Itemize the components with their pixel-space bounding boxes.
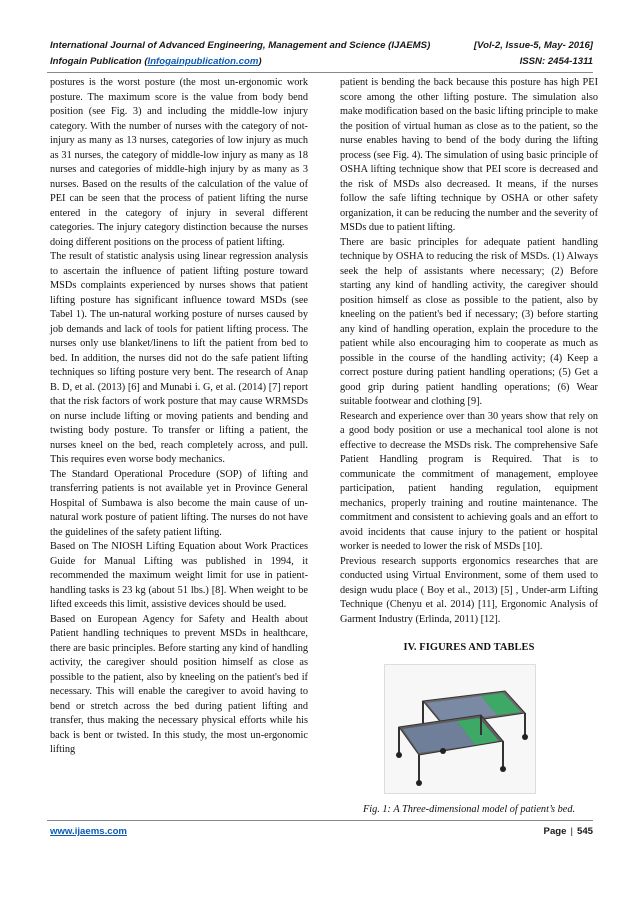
left-paragraph: Based on European Agency for Safety and Health about Patient handling techniques to prevent MSDs in healthcare, there are basic principles. Before starting any kind of handling activity, the caregiver should position himself as close as possible to the patient, also by kneeling on the patient's bed if necessary. This will enable the caregiver to avoid having to bend or stretch across the bed during patient lifting and transfer, thus making the necessary physical efforts while his back is bent or twisted. In this study, the most un-ergonomic lifting	[50, 613, 308, 755]
issn: ISSN: 2454-1311	[519, 56, 593, 67]
journal-title: International Journal of Advanced Engineering, Management and Science (IJAEMS)	[50, 40, 431, 51]
publisher-prefix: Infogain Publication (	[50, 56, 148, 67]
left-column	[50, 76, 308, 758]
journal-header	[50, 40, 593, 51]
bed-illustration	[385, 665, 535, 793]
publisher-link[interactable]: Infogainpublication.com	[147, 56, 259, 67]
section-heading: IV. FIGURES AND TABLES	[403, 642, 535, 653]
right-paragraph: There are basic principles for adequate patient handling technique by OSHA to reducing the risk of MSDs. (1) Always seek the help of assistants where necessary; (2) Before starting any kind of handling activity, the caregiver should position himself as close as possible to the patient, also by kneeling on the patient's bed if necessary; (3) before starting any kind of handling operation, explain the procedure to the patient while also encouraging him to cooperate as much as possible in the course of the handling activity; (4) Keep a correct posture during patient handling operations; (5) Get a good grip during patient handling operations; (6) Wear suitable footwear and clothing [9].	[340, 236, 598, 407]
page-label: Page	[543, 826, 567, 837]
publisher-suffix: )	[258, 56, 262, 67]
header-rule	[47, 72, 593, 73]
page-footer	[50, 826, 593, 837]
journal-url-link[interactable]: www.ijaems.com	[50, 826, 127, 837]
bed-3d-model-figure	[384, 664, 536, 794]
figure-caption: Fig. 1: A Three-dimensional model of patient’s bed.	[362, 803, 576, 815]
left-paragraph: The result of statistic analysis using linear regression analysis to ascertain the influence of patient lifting posture toward MSDs complaints experienced by nurses shows that patient lifting posture has significant influence toward MSDs (see Tabel 1). The un-natural working posture of nurses caused by job demands and lack of tools for patient lifting process. The nurses only use blanket/linens to lift the patient from bed to bed. In addition, the nurses did not do the safe patient lifting techniques so lifting posture very bent. The research of Anap B. D, et al. (2013) [6] and Munabi i. G, et al. (2014) [7] report that the risk factors of work posture that may cause WRMSDs on nurse include lifting or moving patients and bending and twisting body posture. To transfer or lifting a patient, the nurses kneel on the bed, reach completely across, and pull. This requires even worse body mechanics.	[50, 251, 308, 465]
page-separator: |	[570, 826, 573, 837]
right-paragraph: patient is bending the back because this posture has high PEI score among the other lifting posture. The simulation also make modification based on the basic lifting principle to make the position of virtual human as close as to the patient, so the nurse enables having to bend of the body during the lifting process (see Fig. 4). The simulation of using basic principle of OSHA lifting technique show that PEI score is decreased and the risk of MSDs also decreased. It means, if the nurses follow the safe lifting technique by OSHA or other safety organization, it can be reducing the number and the severity of MSDs due to patient lifting.	[340, 77, 599, 233]
left-paragraph: Based on The NIOSH Lifting Equation about Work Practices Guide for Manual Lifting was published in 1994, it recommended the maximum weight limit for use in patient-handling tasks is 23 kg (about 51 lbs.) [8]. When weight to be lifted exceeds this limit, assistive devices should be used.	[50, 541, 308, 610]
right-column	[340, 76, 598, 817]
right-paragraph: Research and experience over than 30 years show that rely on a good body position or use a mechanical tool alone is not effective to decrease the MSDs risk. The comprehensive Safe Patient Handling program is Required. That is to communicate the commitment of management, employee participation, patient handing regulation, equipment mechanics, properly training and routine maintenance. The commitment and consistent to achieving goals and an effort to avoid incidents that cause injury to the patient or hospital worker is needed to lower the risk of MSDs [10].	[340, 410, 598, 552]
page-number: 545	[576, 826, 593, 837]
publisher-header	[50, 56, 593, 67]
left-paragraph: postures is the worst posture (the most un-ergonomic work posture. The maximum score is the value from body bend position (see Fig. 3) and including the middle-low injury category. With the number of nurses with the category of not-injury as many as 13 nurses, categories of low injury as much as 31 nurses, the category of middle-low injury as many as 18 nurses and categories of middle-high injury by as many as 3 nurses. Based on the results of the calculation of the value of PEI can be seen that the process of patient lifting the nurse entered in the category of injury in several different categories. The injury category distinction because the nurses doing different positions on the process of patient lifting.	[50, 77, 308, 248]
footer-rule	[47, 820, 593, 821]
right-paragraph: Previous research supports ergonomics researches that are conducted using Virtual Environment, some of them used to design wudu place ( Boy et al., 2013) [5] , Under-arm Lifting Technique (Chenyu et al. 2014) [11], Ergonomic Analysis of Garment Industry (Erlinda, 2011) [12].	[340, 555, 598, 625]
left-paragraph: The Standard Operational Procedure (SOP) of lifting and transferring patients is not available yet in Province General Hospital of Sumbawa is also become the main cause of un-natural work posture of patient lifting. The nurses do not have the guidelines of the safety patient lifting.	[50, 468, 308, 538]
page-indicator	[544, 826, 593, 837]
volume-issue: [Vol-2, Issue-5, May- 2016]	[473, 40, 593, 51]
